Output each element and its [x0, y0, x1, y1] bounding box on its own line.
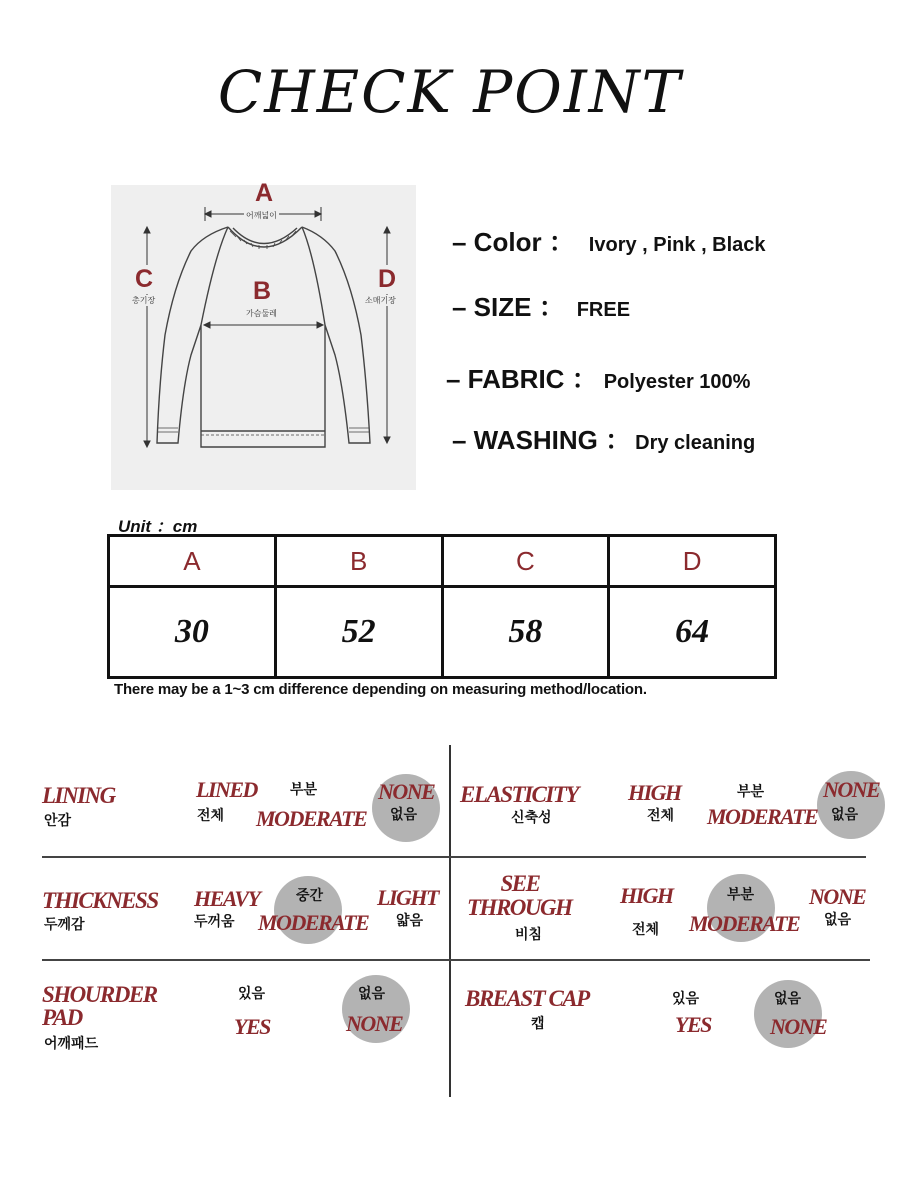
measurement-note: There may be a 1~3 cm difference depending on measuring method/location. [114, 681, 647, 698]
check-see-through-label-2: THROUGH [467, 895, 572, 920]
breast-cap-opt-yes-ko: 있음 [672, 991, 700, 1007]
diagram-label-b: 가슴둘레 [246, 309, 277, 318]
spec-size-value: FREE [576, 299, 631, 321]
size-table [107, 534, 777, 679]
see-through-opt-moderate-ko: 부분 [727, 887, 755, 903]
thickness-opt-moderate: MODERATE [258, 910, 369, 935]
spec-fabric-label: – FABRIC ： [446, 364, 598, 394]
size-value-b: 52 [275, 587, 442, 678]
check-see-through-ko: 비침 [515, 927, 543, 943]
shoulder-pad-opt-yes-ko: 있음 [238, 986, 266, 1002]
thickness-opt-moderate-ko: 중간 [296, 888, 324, 904]
check-elasticity-label: ELASTICITY [460, 782, 578, 807]
lining-opt-moderate-ko: 부분 [290, 782, 318, 798]
check-elasticity-ko: 신축성 [511, 810, 552, 826]
elasticity-opt-high: HIGH [628, 780, 681, 805]
thickness-opt-heavy: HEAVY [194, 886, 260, 911]
see-through-opt-none-ko: 없음 [824, 912, 852, 928]
size-value-d: 64 [609, 587, 776, 678]
diagram-letter-a: A [255, 179, 274, 207]
check-breast-cap-ko: 캡 [531, 1016, 545, 1032]
diagram-label-c: 총기장 [132, 296, 156, 305]
breast-cap-opt-yes: YES [675, 1012, 711, 1037]
unit-label: Unit ：cm [118, 517, 198, 536]
size-table-value-row [109, 587, 776, 678]
spec-washing-label: – WASHING ： [452, 425, 632, 455]
check-see-through-label-1: SEE [500, 871, 540, 896]
breast-cap-opt-none: NONE [770, 1014, 827, 1039]
size-header-a: A [109, 536, 276, 587]
size-header-d: D [609, 536, 776, 587]
see-through-opt-high: HIGH [620, 883, 673, 908]
check-thickness-ko: 두께감 [44, 917, 85, 933]
elasticity-opt-moderate-ko: 부분 [737, 784, 765, 800]
elasticity-opt-high-ko: 전체 [647, 808, 675, 824]
diagram-label-d: 소매기장 [365, 296, 396, 305]
size-header-c: C [442, 536, 609, 587]
grid-divider-2 [42, 959, 870, 961]
breast-cap-opt-none-ko: 없음 [774, 991, 802, 1007]
thickness-opt-heavy-ko: 두꺼움 [194, 914, 235, 930]
diagram-label-a: 어깨넓이 [246, 211, 277, 220]
diagram-letter-b: B [253, 277, 272, 305]
check-shoulder-pad-label-1: SHOURDER [42, 982, 157, 1007]
spec-washing-value: Dry cleaning [635, 432, 756, 454]
spec-size [452, 287, 630, 324]
grid-divider-1 [42, 856, 866, 858]
lining-opt-moderate: MODERATE [256, 806, 367, 831]
thickness-opt-light-ko: 얇음 [396, 913, 424, 929]
spec-color [452, 222, 766, 259]
lining-opt-none-ko: 없음 [390, 807, 418, 823]
page-title: CHECK POINT [217, 58, 683, 126]
diagram-letter-d: D [378, 265, 397, 293]
sweater-illustration [111, 185, 416, 490]
elasticity-opt-none: NONE [823, 777, 880, 802]
elasticity-opt-none-ko: 없음 [831, 807, 859, 823]
size-table-header-row [109, 536, 776, 587]
spec-size-label: – SIZE ： [452, 292, 565, 322]
size-header-b: B [275, 536, 442, 587]
see-through-opt-moderate: MODERATE [689, 911, 800, 936]
lining-opt-none: NONE [378, 779, 435, 804]
spec-color-value: Ivory , Pink , Black [588, 234, 766, 256]
size-value-c: 58 [442, 587, 609, 678]
size-value-a: 30 [109, 587, 276, 678]
lining-opt-lined-ko: 전체 [197, 808, 225, 824]
elasticity-opt-moderate: MODERATE [707, 804, 818, 829]
see-through-opt-high-ko: 전체 [632, 922, 660, 938]
check-breast-cap-label: BREAST CAP [465, 986, 589, 1011]
check-shoulder-pad-ko: 어깨패드 [44, 1036, 99, 1052]
check-thickness-label: THICKNESS [42, 888, 158, 913]
spec-fabric-value: Polyester 100% [603, 371, 751, 393]
spec-washing [452, 420, 755, 457]
thickness-opt-light: LIGHT [377, 885, 438, 910]
check-lining-label: LINING [42, 783, 115, 808]
diagram-letter-c: C [135, 265, 154, 293]
grid-divider-vertical [449, 745, 451, 1097]
size-diagram [111, 179, 416, 490]
spec-fabric [446, 359, 750, 396]
see-through-opt-none: NONE [809, 884, 866, 909]
lining-opt-lined: LINED [196, 777, 257, 802]
check-shoulder-pad-label-2: PAD [42, 1005, 82, 1030]
shoulder-pad-opt-none: NONE [346, 1011, 403, 1036]
shoulder-pad-opt-none-ko: 없음 [358, 986, 386, 1002]
spec-color-label: – Color ： [452, 227, 575, 257]
check-lining-ko: 안감 [44, 813, 72, 829]
shoulder-pad-opt-yes: YES [234, 1014, 270, 1039]
